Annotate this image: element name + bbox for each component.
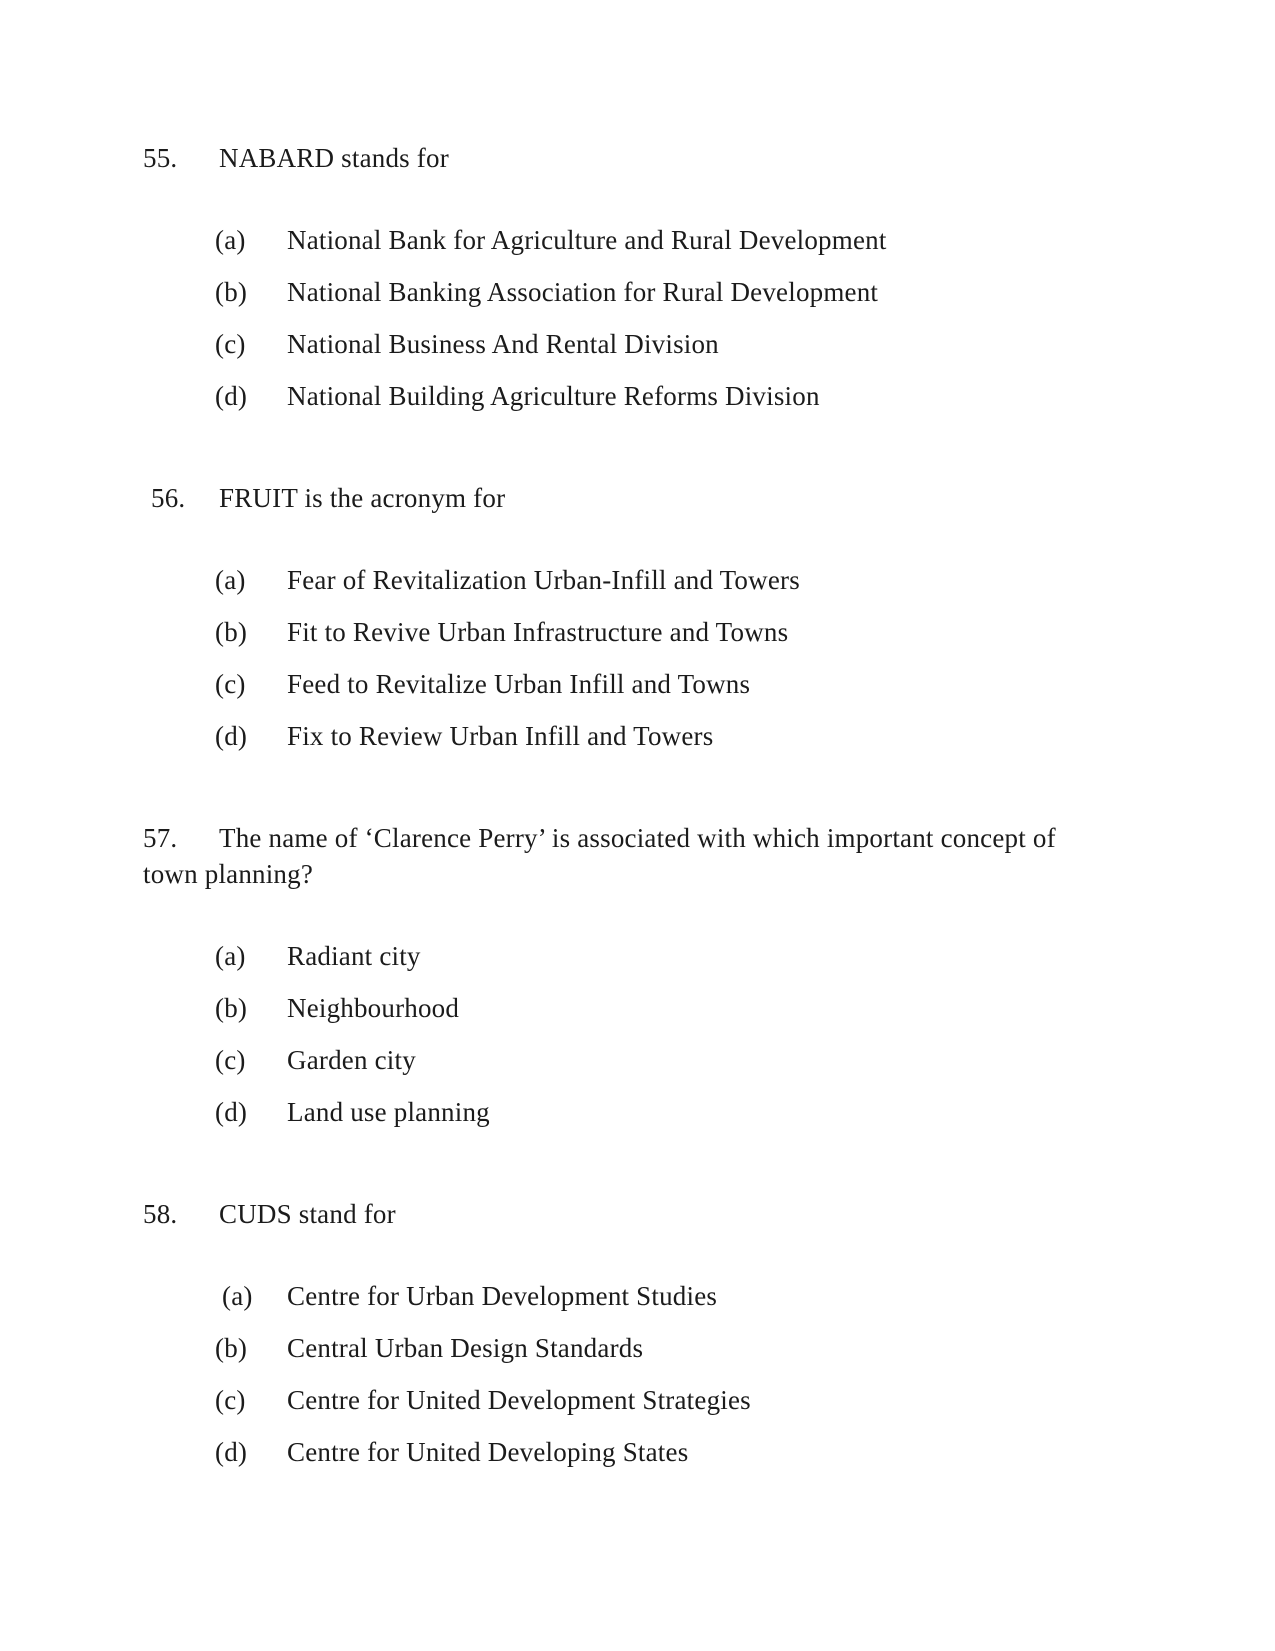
- question-text: The name of ‘Clarence Perry’ is associated with which important concept of town planning?: [143, 823, 1056, 889]
- option-text: Fix to Review Urban Infill and Towers: [287, 721, 714, 751]
- option-a: [143, 222, 1185, 258]
- question-number: 55.: [143, 143, 178, 173]
- option-text: Centre for United Developing States: [287, 1437, 689, 1467]
- option-text: National Banking Association for Rural Development: [287, 277, 879, 307]
- question-number: 57.: [143, 823, 178, 853]
- option-letter: (c): [215, 1045, 246, 1075]
- option-text: Garden city: [287, 1045, 416, 1075]
- option-text: Centre for United Development Strategies: [287, 1385, 751, 1415]
- question-56: [143, 480, 1185, 754]
- question-number: 58.: [143, 1199, 178, 1229]
- option-c: [143, 1382, 1185, 1418]
- option-letter: (d): [215, 721, 248, 751]
- question-text: NABARD stands for: [219, 143, 449, 173]
- option-letter: (c): [215, 329, 246, 359]
- option-letter: (a): [215, 941, 246, 971]
- options-list: [143, 562, 1185, 754]
- question-58: [143, 1196, 1185, 1470]
- option-a: [143, 562, 1185, 598]
- option-d: [143, 1094, 1185, 1130]
- option-b: [143, 614, 1185, 650]
- question-header: [143, 820, 1088, 892]
- option-text: Neighbourhood: [287, 993, 460, 1023]
- option-text: National Bank for Agriculture and Rural Development: [287, 225, 887, 255]
- option-letter: (d): [215, 381, 248, 411]
- question-header: [143, 1196, 1088, 1232]
- option-c: [143, 326, 1185, 362]
- option-a: [143, 938, 1185, 974]
- option-text: Land use planning: [287, 1097, 490, 1127]
- option-text: Central Urban Design Standards: [287, 1333, 644, 1363]
- option-letter: (a): [222, 1281, 253, 1311]
- option-letter: (a): [215, 225, 246, 255]
- option-letter: (d): [215, 1097, 248, 1127]
- option-letter: (d): [215, 1437, 248, 1467]
- option-d: [143, 718, 1185, 754]
- question-number: 56.: [151, 483, 186, 513]
- options-list: [143, 222, 1185, 414]
- option-a: [143, 1278, 1185, 1314]
- option-c: [143, 666, 1185, 702]
- question-header: [143, 140, 1088, 176]
- option-b: [143, 990, 1185, 1026]
- option-letter: (b): [215, 617, 248, 647]
- question-header: [143, 480, 1088, 516]
- option-letter: (c): [215, 669, 246, 699]
- question-text: FRUIT is the acronym for: [219, 483, 506, 513]
- option-text: National Business And Rental Division: [287, 329, 719, 359]
- option-text: Fear of Revitalization Urban-Infill and Towers: [287, 565, 800, 595]
- option-text: Radiant city: [287, 941, 421, 971]
- option-letter: (b): [215, 993, 248, 1023]
- question-text: CUDS stand for: [219, 1199, 396, 1229]
- option-text: National Building Agriculture Reforms Division: [287, 381, 820, 411]
- options-list: [143, 938, 1185, 1130]
- option-letter: (b): [215, 1333, 248, 1363]
- option-b: [143, 1330, 1185, 1366]
- option-d: [143, 378, 1185, 414]
- option-text: Feed to Revitalize Urban Infill and Towns: [287, 669, 751, 699]
- option-c: [143, 1042, 1185, 1078]
- question-55: [143, 140, 1185, 414]
- option-text: Fit to Revive Urban Infrastructure and Towns: [287, 617, 789, 647]
- option-d: [143, 1434, 1185, 1470]
- option-b: [143, 274, 1185, 310]
- option-letter: (b): [215, 277, 248, 307]
- options-list: [143, 1278, 1185, 1470]
- option-letter: (c): [215, 1385, 246, 1415]
- question-57: [143, 820, 1185, 1130]
- option-text: Centre for Urban Development Studies: [287, 1281, 718, 1311]
- option-letter: (a): [215, 565, 246, 595]
